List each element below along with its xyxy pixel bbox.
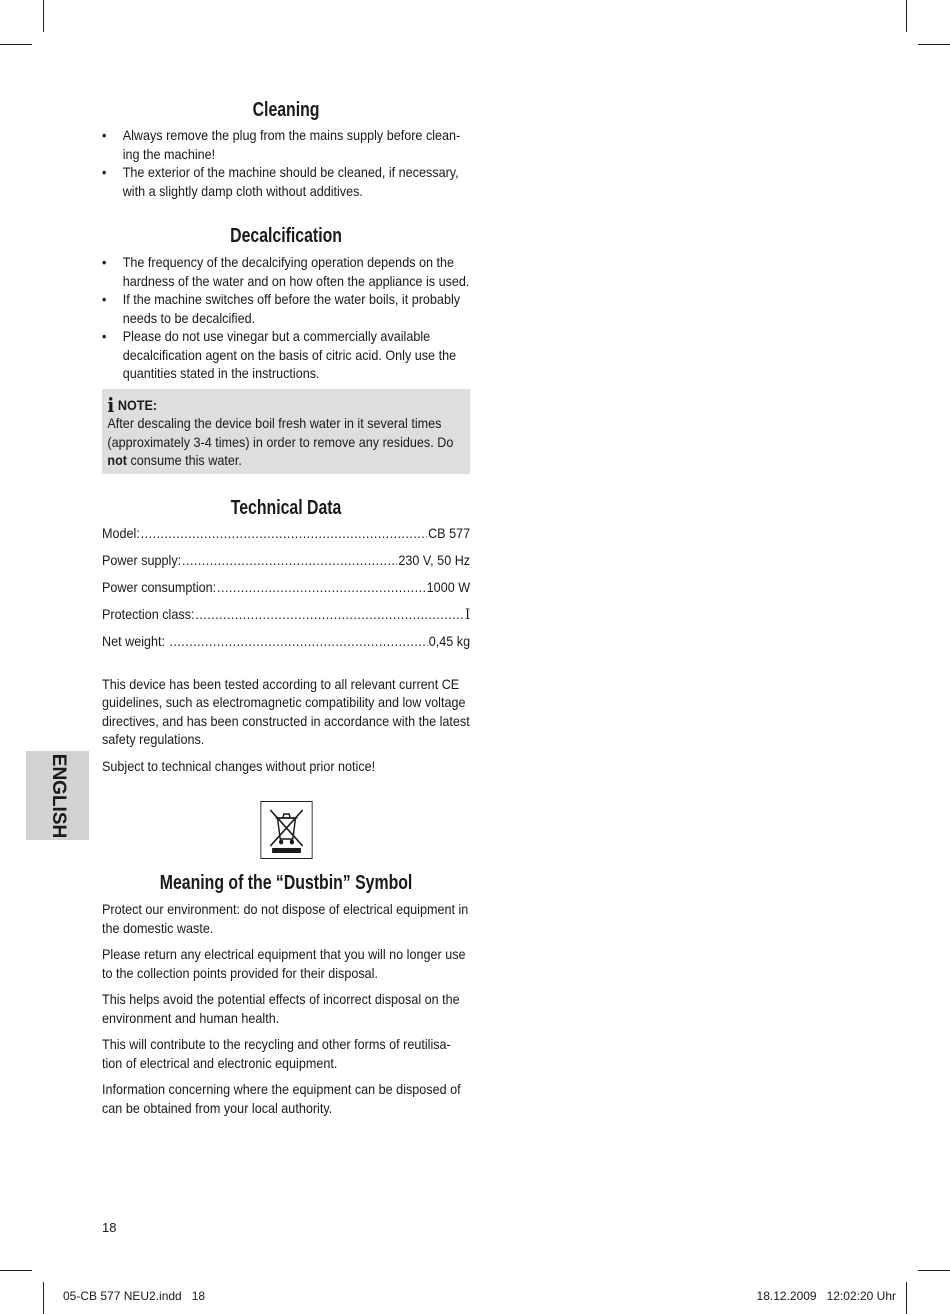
tech-label: Power supply: (102, 551, 182, 568)
tech-value: 1000 W (426, 578, 471, 595)
dustbin-paragraphs (102, 900, 470, 1117)
note-emphasis: not (107, 452, 127, 468)
decalcification-list (102, 253, 470, 383)
print-slug-file: 05-CB 577 NEU2.indd 18 (63, 1289, 206, 1303)
list-item: • Always remove the plug from the mains supply before clean-ing the machine! (102, 127, 461, 162)
info-icon: i (107, 392, 115, 417)
crop-mark (43, 1282, 44, 1314)
tech-value: 0,45 kg (428, 632, 471, 649)
table-row (102, 524, 470, 551)
list-item: • If the machine switches off before the water boils, it probably needs to be decalcified. (102, 291, 461, 326)
page-number: 18 (102, 1220, 117, 1235)
dustbin-heading: Meaning of the “Dustbin” Symbol (159, 872, 413, 894)
ce-compliance-text: This device has been tested according to all relevant current CE guidelines, such as electromagnetic compatibility and low voltage directives, and has been constructed in accordance with the latest safety regulations. (102, 675, 470, 747)
list-item: • The frequency of the decalcifying operation depends on the hardness of the water and on how often the appliance is used. (102, 254, 470, 289)
decalcification-heading: Decalcification (230, 225, 342, 247)
language-tab (26, 751, 89, 840)
tech-value: I (465, 606, 471, 623)
crossed-out-wheelie-bin-icon (260, 801, 312, 859)
note-heading: i NOTE: (107, 392, 158, 417)
crop-mark (906, 1282, 907, 1314)
dustbin-paragraph: Please return any electrical equipment that you will no longer use to the collection points provided for their disposal. (102, 946, 466, 981)
crop-mark (918, 1270, 950, 1271)
dustbin-paragraph: Protect our environment: do not dispose of electrical equipment in the domestic waste. (102, 901, 469, 936)
crop-mark (43, 0, 44, 32)
list-item: • The exterior of the machine should be cleaned, if necessary, with a slightly damp cloth without additives. (102, 164, 459, 199)
cleaning-list (102, 126, 470, 200)
content-column (102, 96, 470, 1125)
content-inner (102, 96, 470, 1117)
print-slug-datetime: 18.12.2009 12:02:20 Uhr (756, 1289, 896, 1303)
note-text: After descaling the device boil fresh water in it several times (approximately 3-4 times) in order to remove any residues. Do not consume this water. (107, 415, 454, 468)
tech-value: 230 V, 50 Hz (398, 551, 471, 568)
tech-label: Power consumption: (102, 578, 217, 595)
dustbin-paragraph: This will contribute to the recycling and other forms of reutilisa-tion of electrical and electronic equipment. (102, 1036, 451, 1071)
list-item: • Please do not use vinegar but a commercially available decalcification agent on the basis of citric acid. Only use the quantities stated in the instructions. (102, 328, 457, 381)
table-row (102, 578, 470, 605)
dustbin-paragraph: This helps avoid the potential effects of incorrect disposal on the environment and human health. (102, 991, 460, 1026)
crop-mark (918, 44, 950, 45)
technical-notice: Subject to technical changes without prior notice! (102, 757, 376, 774)
table-row (102, 605, 470, 632)
dustbin-symbol-wrap (102, 801, 470, 859)
language-tab-label: ENGLISH (47, 753, 69, 838)
note-box (102, 389, 470, 474)
table-row (102, 632, 470, 659)
tech-value: CB 577 (428, 524, 471, 541)
tech-label: Protection class: (102, 605, 195, 622)
dustbin-paragraph: Information concerning where the equipment can be disposed of can be obtained from your local authority. (102, 1081, 461, 1116)
crop-mark (0, 44, 32, 45)
table-row (102, 551, 470, 578)
crop-mark (0, 1270, 32, 1271)
technical-table (102, 524, 470, 659)
tech-label: Model: (102, 524, 140, 541)
crop-mark (906, 0, 907, 32)
tech-label: Net weight: (102, 632, 169, 649)
technical-heading: Technical Data (230, 496, 342, 519)
cleaning-heading: Cleaning (252, 99, 320, 121)
